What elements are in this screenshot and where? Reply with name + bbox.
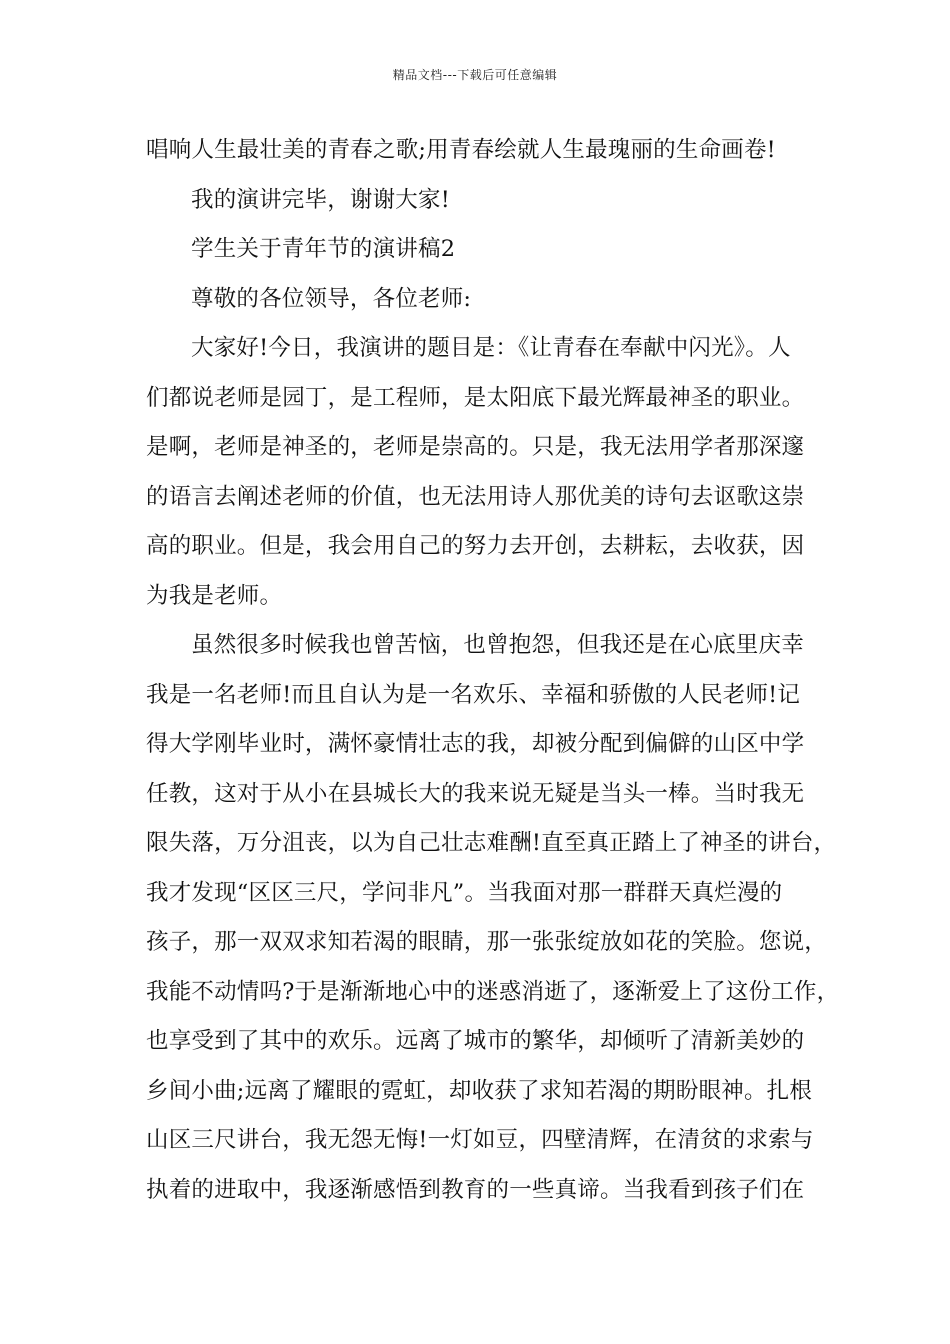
text-line: 我才发现“区区三尺，学问非凡”。当我面对那一群群天真烂漫的 [146, 879, 783, 906]
text-line: 我能不动情吗?于是渐渐地心中的迷惑消逝了，逐渐爱上了这份工作， [146, 978, 840, 1005]
text-line: 大家好!今日，我演讲的题目是：《让青春在奉献中闪光》。人 [191, 335, 791, 361]
text-line: 虽然很多时候我也曾苦恼，也曾抱怨，但我还是在心底里庆幸 [191, 632, 804, 658]
text-line: 孩子，那一双双求知若渴的眼睛，那一张张绽放如花的笑脸。您说， [146, 929, 828, 955]
text-line: 山区三尺讲台，我无怨无悔!一灯如豆，四壁清辉，在清贫的求索与 [146, 1127, 814, 1153]
text-line: 唱响人生最壮美的青春之歌;用青春绘就人生最瑰丽的生命画卷! [146, 137, 776, 163]
text-line: 高的职业。但是，我会用自己的努力去开创，去耕耘，去收获，因 [146, 533, 805, 559]
text-line: 任教，这对于从小在县城长大的我来说无疑是当头一棒。当时我无 [146, 780, 805, 807]
text-line: 乡间小曲;远离了耀眼的霓虹，却收获了求知若渴的期盼眼神。扎根 [146, 1077, 813, 1104]
text-line: 们都说老师是园丁，是工程师，是太阳底下最光辉最神圣的职业。 [146, 384, 805, 411]
text-line: 我是一名老师!而且自认为是一名欢乐、幸福和骄傲的人民老师!记 [146, 681, 801, 708]
text-line: 的语言去阐述老师的价值，也无法用诗人那优美的诗句去讴歌这崇 [146, 483, 805, 510]
text-line: 是啊，老师是神圣的，老师是崇高的。只是，我无法用学者那深邃 [146, 434, 805, 460]
text-line: 执着的进取中，我逐渐感悟到教育的一些真谛。当我看到孩子们在 [146, 1176, 805, 1203]
document-body [146, 126, 840, 1215]
text-line: 我的演讲完毕，谢谢大家! [191, 186, 450, 213]
section-title: 学生关于青年节的演讲稿2 [191, 236, 456, 262]
text-line: 得大学刚毕业时，满怀豪情壮志的我，却被分配到偏僻的山区中学 [146, 731, 805, 757]
salutation: 尊敬的各位领导，各位老师: [191, 285, 472, 312]
text-line: 限失落，万分沮丧，以为自己壮志难酬!直至真正踏上了神圣的讲台， [146, 830, 837, 856]
text-line: 为我是老师。 [146, 582, 283, 609]
text-line: 也享受到了其中的欢乐。远离了城市的繁华，却倾听了清新美妙的 [146, 1028, 805, 1054]
page-header: 精品文档---下载后可任意编辑 [392, 68, 558, 82]
